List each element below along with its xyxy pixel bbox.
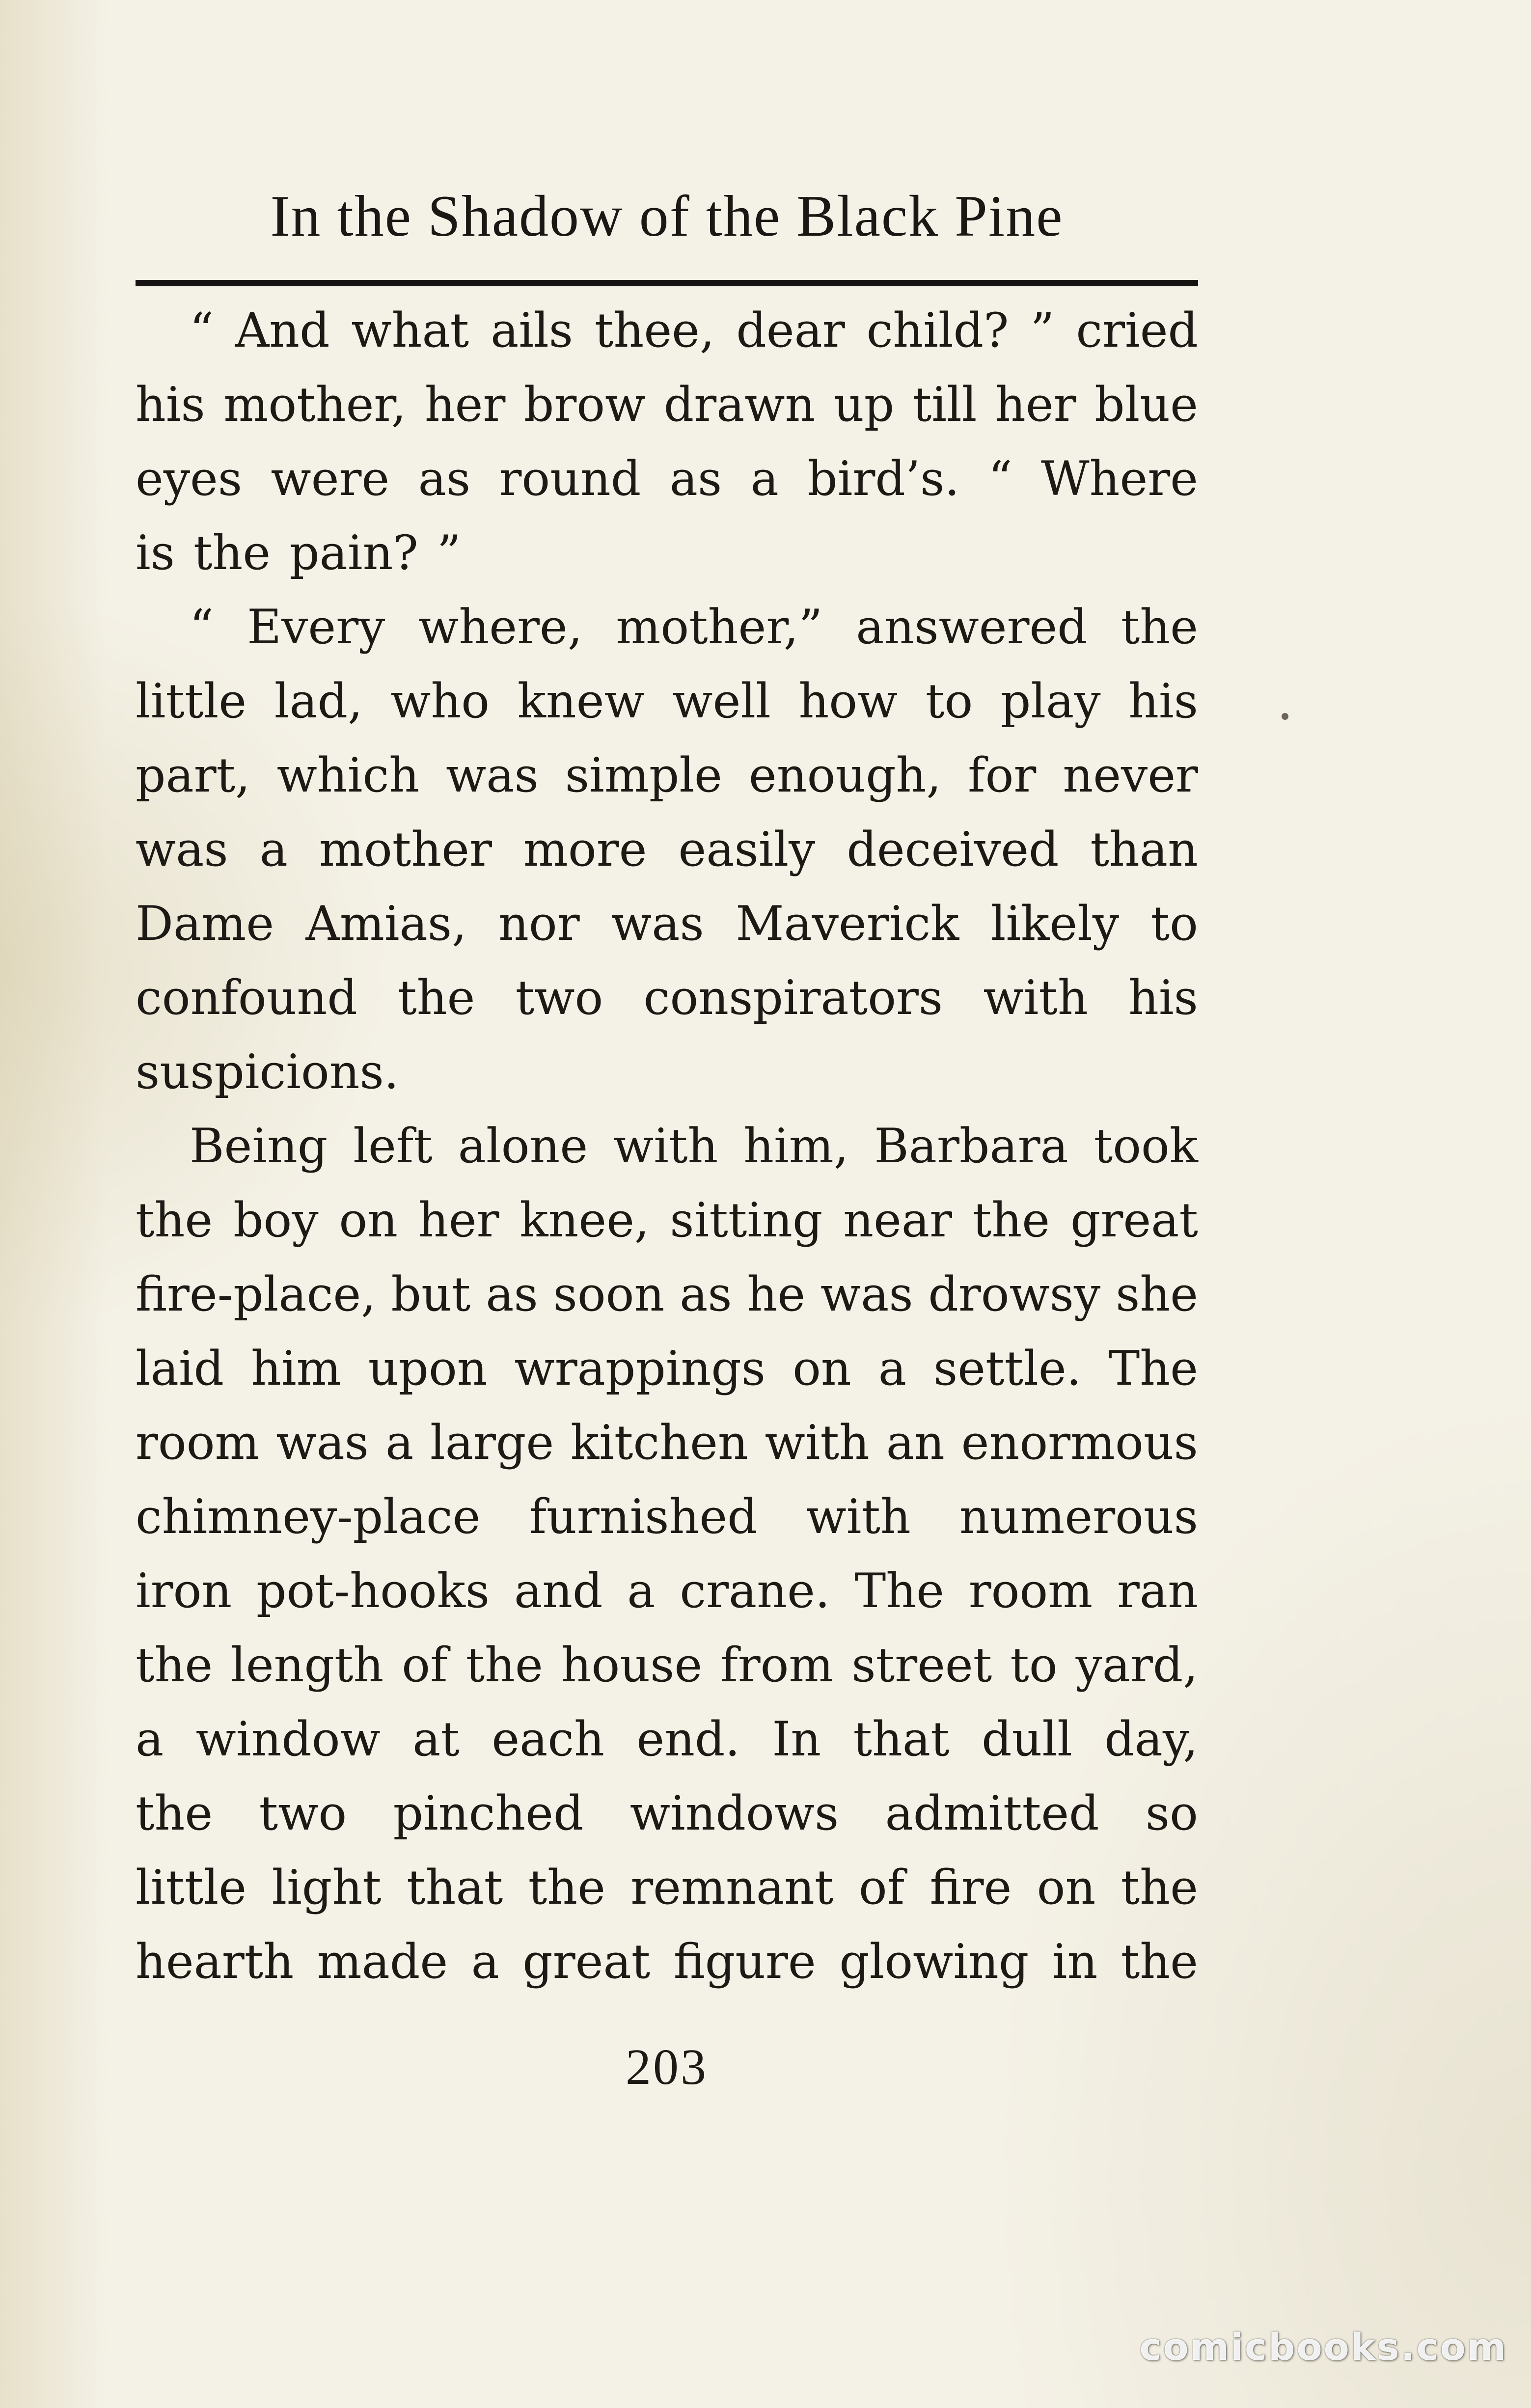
- text-line: [136, 442, 1198, 516]
- word: she: [1116, 1267, 1198, 1322]
- word: was: [276, 1415, 369, 1470]
- word: was: [446, 748, 539, 803]
- word: part,: [136, 748, 250, 803]
- text-line: [136, 368, 1198, 442]
- word: as: [418, 451, 471, 506]
- word: sitting: [670, 1193, 823, 1248]
- word: up: [833, 377, 895, 432]
- word: likely: [990, 896, 1120, 951]
- word: mother: [319, 822, 492, 877]
- word: enough,: [748, 748, 941, 803]
- word: a: [878, 1341, 906, 1396]
- word: In: [772, 1712, 821, 1767]
- text-line: [136, 1332, 1198, 1406]
- word: pinched: [393, 1786, 584, 1841]
- word: suspicions.: [136, 1044, 399, 1099]
- word: “: [988, 451, 1012, 506]
- word: And: [235, 303, 330, 358]
- word: him: [251, 1341, 341, 1396]
- text-line: [136, 1925, 1198, 1999]
- text-line: [136, 664, 1198, 739]
- word: brow: [523, 377, 646, 432]
- text-line: [136, 887, 1198, 961]
- word: knew: [517, 674, 645, 729]
- text-line: [136, 1406, 1198, 1480]
- word: his: [136, 377, 205, 432]
- word: window: [195, 1712, 381, 1767]
- word: the: [136, 1193, 213, 1248]
- word: deceived: [847, 822, 1059, 877]
- word: dull: [982, 1712, 1072, 1767]
- word: with: [765, 1415, 870, 1470]
- text-line: [136, 1258, 1198, 1332]
- word: two: [259, 1786, 347, 1841]
- word: was: [820, 1267, 913, 1322]
- word: the: [528, 1860, 605, 1915]
- word: Amias,: [305, 896, 467, 951]
- word: boy: [233, 1193, 319, 1248]
- word: lad,: [274, 674, 363, 729]
- word: the: [398, 970, 475, 1025]
- text-line: [136, 961, 1198, 1035]
- word: left: [353, 1119, 433, 1174]
- text-line: [136, 739, 1198, 813]
- word: how: [798, 674, 898, 729]
- word: enormous: [961, 1415, 1198, 1470]
- word: thee,: [594, 303, 715, 358]
- text-line: [136, 1554, 1198, 1628]
- word: to: [925, 674, 973, 729]
- word: near: [843, 1193, 953, 1248]
- word: iron: [136, 1563, 232, 1618]
- word: great: [522, 1934, 651, 1989]
- word: Barbara: [874, 1119, 1068, 1174]
- word: took: [1094, 1119, 1198, 1174]
- word: the: [136, 1638, 213, 1693]
- word: on: [1037, 1860, 1096, 1915]
- word: with: [983, 970, 1088, 1025]
- word: in: [1052, 1934, 1098, 1989]
- word: an: [886, 1415, 945, 1470]
- word: with: [806, 1489, 911, 1544]
- word: for: [968, 748, 1037, 803]
- word: Dame: [136, 896, 274, 951]
- word: answered: [856, 600, 1088, 655]
- word: her: [418, 1193, 499, 1248]
- word: conspirators: [643, 970, 943, 1025]
- word: laid: [136, 1341, 224, 1396]
- ink-speck: [1282, 713, 1288, 720]
- word: a: [471, 1934, 499, 1989]
- word: Every: [247, 600, 385, 655]
- word: hearth: [136, 1934, 294, 1989]
- word: what: [351, 303, 469, 358]
- word: mother,”: [616, 600, 823, 655]
- word: fire: [930, 1860, 1012, 1915]
- word: cried: [1076, 303, 1198, 358]
- word: who: [390, 674, 490, 729]
- word: Being: [190, 1119, 328, 1174]
- word: were: [271, 451, 390, 506]
- word: chimney-place: [136, 1489, 481, 1544]
- word: The: [1108, 1341, 1198, 1396]
- word: but: [391, 1267, 471, 1322]
- word: soon: [553, 1267, 665, 1322]
- word: at: [412, 1712, 460, 1767]
- word: “: [190, 303, 214, 358]
- word: ”: [1030, 303, 1055, 358]
- word: wrappings: [514, 1341, 766, 1396]
- word: as: [680, 1267, 732, 1322]
- word: room: [136, 1415, 260, 1470]
- word: the: [1121, 600, 1198, 655]
- word: the: [136, 1786, 213, 1841]
- word: on: [793, 1341, 851, 1396]
- word: pot-hooks: [256, 1563, 490, 1618]
- book-page: [136, 0, 1198, 2408]
- word: large: [430, 1415, 554, 1470]
- word: on: [339, 1193, 398, 1248]
- word: little: [136, 674, 247, 729]
- word: easily: [678, 822, 816, 877]
- word: drowsy: [928, 1267, 1101, 1322]
- word: eyes: [136, 451, 243, 506]
- word: Maverick: [736, 896, 959, 951]
- word: “: [190, 600, 214, 655]
- word: light: [272, 1860, 382, 1915]
- word: alone: [458, 1119, 588, 1174]
- word: her: [995, 377, 1076, 432]
- word: drawn: [663, 377, 816, 432]
- body-text: [136, 294, 1198, 1999]
- word: end.: [636, 1712, 740, 1767]
- word: day,: [1104, 1712, 1198, 1767]
- word: a: [750, 451, 779, 506]
- word: was: [611, 896, 704, 951]
- word: figure: [673, 1934, 816, 1989]
- word: Where: [1040, 451, 1198, 506]
- word: admitted: [885, 1786, 1099, 1841]
- word: of: [402, 1638, 448, 1693]
- text-line: [136, 1109, 1198, 1183]
- text-line: [136, 1777, 1198, 1851]
- word: windows: [629, 1786, 839, 1841]
- word: the: [193, 525, 271, 580]
- word: is: [136, 525, 175, 580]
- word: ”: [437, 525, 461, 580]
- word: knee,: [519, 1193, 650, 1248]
- word: ails: [491, 303, 574, 358]
- word: a: [385, 1415, 414, 1470]
- word: to: [1010, 1638, 1058, 1693]
- text-line: [136, 516, 1198, 590]
- word: The: [854, 1563, 944, 1618]
- word: little: [136, 1860, 247, 1915]
- word: him,: [743, 1119, 849, 1174]
- text-line: [136, 1628, 1198, 1702]
- word: the: [465, 1638, 543, 1693]
- word: of: [858, 1860, 905, 1915]
- word: mother,: [223, 377, 407, 432]
- word: his: [1128, 674, 1198, 729]
- word: with: [613, 1119, 718, 1174]
- word: great: [1070, 1193, 1198, 1248]
- word: house: [561, 1638, 703, 1693]
- word: so: [1145, 1786, 1198, 1841]
- word: that: [853, 1712, 950, 1767]
- word: he: [747, 1267, 806, 1322]
- word: ran: [1117, 1563, 1198, 1618]
- word: furnished: [529, 1489, 758, 1544]
- word: till: [912, 377, 977, 432]
- word: confound: [136, 970, 357, 1025]
- word: where,: [418, 600, 583, 655]
- word: numerous: [959, 1489, 1198, 1544]
- word: each: [492, 1712, 604, 1767]
- word: street: [851, 1638, 992, 1693]
- word: nor: [498, 896, 580, 951]
- word: his: [1128, 970, 1198, 1025]
- word: as: [486, 1267, 538, 1322]
- word: well: [672, 674, 771, 729]
- word: play: [1000, 674, 1101, 729]
- word: bird’s.: [807, 451, 960, 506]
- word: child?: [866, 303, 1009, 358]
- header-rule: [136, 280, 1198, 286]
- text-line: [136, 1035, 1198, 1109]
- word: that: [407, 1860, 503, 1915]
- word: a: [627, 1563, 656, 1618]
- page-number: 203: [626, 2039, 708, 2095]
- text-line: [136, 590, 1198, 664]
- text-line: [136, 1702, 1198, 1777]
- word: as: [669, 451, 722, 506]
- word: remnant: [630, 1860, 834, 1915]
- word: length: [231, 1638, 384, 1693]
- word: a: [136, 1712, 164, 1767]
- watermark: comicbooks.com: [1139, 2325, 1507, 2369]
- word: a: [259, 822, 288, 877]
- text-line: [136, 294, 1198, 368]
- word: upon: [368, 1341, 488, 1396]
- text-line: [136, 1480, 1198, 1554]
- word: fire-place,: [136, 1267, 376, 1322]
- word: round: [499, 451, 641, 506]
- word: the: [1121, 1934, 1198, 1989]
- word: from: [720, 1638, 834, 1693]
- word: her: [424, 377, 506, 432]
- running-head: In the Shadow of the Black Pine: [270, 183, 1064, 248]
- word: blue: [1094, 377, 1198, 432]
- word: the: [972, 1193, 1050, 1248]
- word: to: [1150, 896, 1198, 951]
- word: the: [1121, 1860, 1198, 1915]
- word: simple: [565, 748, 722, 803]
- text-line: [136, 1183, 1198, 1258]
- text-line: [136, 813, 1198, 887]
- word: settle.: [933, 1341, 1082, 1396]
- word: made: [317, 1934, 448, 1989]
- word: room: [968, 1563, 1093, 1618]
- word: more: [523, 822, 647, 877]
- word: glowing: [839, 1934, 1029, 1989]
- word: dear: [736, 303, 845, 358]
- word: kitchen: [571, 1415, 748, 1470]
- word: and: [514, 1563, 603, 1618]
- word: never: [1063, 748, 1198, 803]
- word: crane.: [680, 1563, 830, 1618]
- word: yard,: [1075, 1638, 1198, 1693]
- word: two: [515, 970, 603, 1025]
- text-line: [136, 1851, 1198, 1925]
- word: pain?: [289, 525, 418, 580]
- word: than: [1090, 822, 1198, 877]
- word: was: [136, 822, 228, 877]
- word: which: [276, 748, 420, 803]
